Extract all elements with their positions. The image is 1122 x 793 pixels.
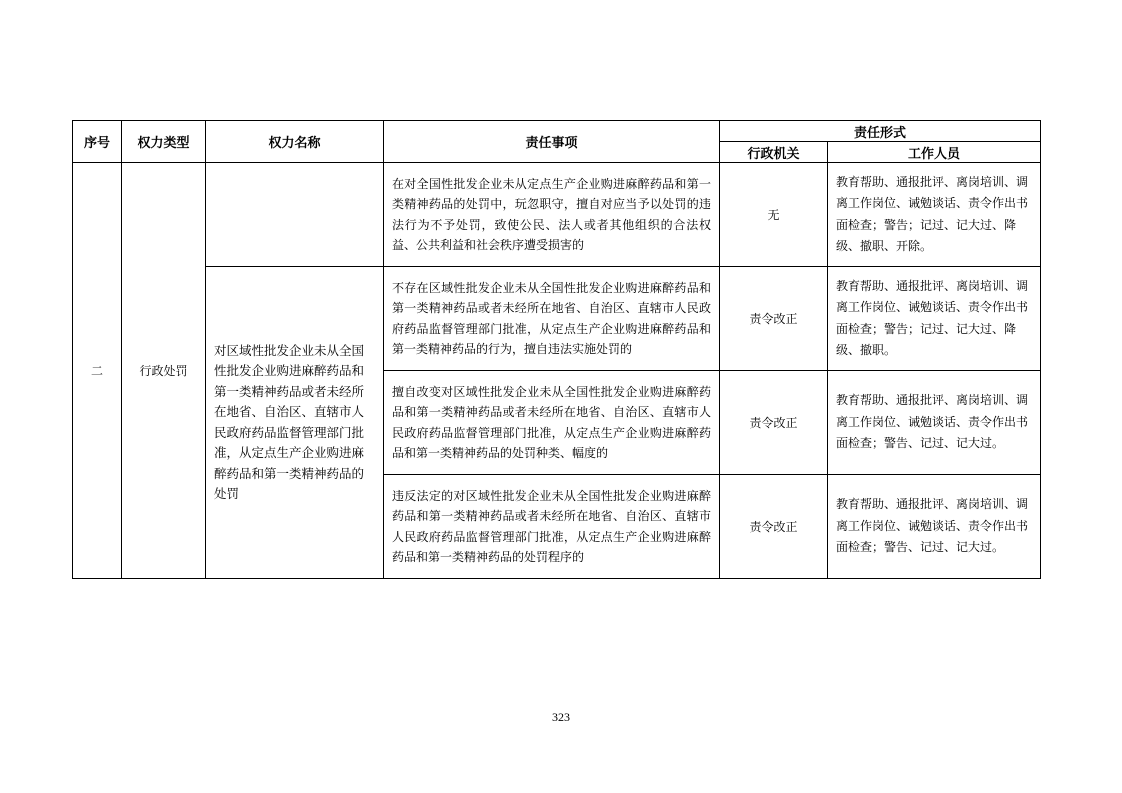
header-admin-org: 行政机关: [720, 142, 828, 163]
table-row: [73, 267, 1041, 371]
table-row: [73, 163, 1041, 267]
admin-cell: 无: [720, 163, 828, 267]
admin-cell: 责令改正: [720, 475, 828, 579]
staff-cell: 教育帮助、通报批评、离岗培训、调离工作岗位、诫勉谈话、责令作出书面检查；警告；记过、记大过、降级、撤职、开除。: [828, 163, 1041, 267]
header-power-name: 权力名称: [206, 121, 384, 163]
header-row-top: [73, 121, 1041, 142]
power-type-cell: 行政处罚: [122, 163, 206, 579]
header-power-type: 权力类型: [122, 121, 206, 163]
power-name-cell-empty: [206, 163, 384, 267]
staff-cell: 教育帮助、通报批评、离岗培训、调离工作岗位、诫勉谈话、责令作出书面检查；警告、记过、记大过。: [828, 475, 1041, 579]
seq-cell: 二: [73, 163, 122, 579]
admin-cell: 责令改正: [720, 371, 828, 475]
header-seq: 序号: [73, 121, 122, 163]
page-number: 323: [552, 710, 570, 724]
duty-cell: 违反法定的对区域性批发企业未从全国性批发企业购进麻醉药品和第一类精神药品或者未经所在地省、自治区、直辖市人民政府药品监督管理部门批准，从定点生产企业购进麻醉药品和第一类精神药品的处罚程序的: [384, 475, 720, 579]
header-duty-item: 责任事项: [384, 121, 720, 163]
header-staff: 工作人员: [828, 142, 1041, 163]
admin-cell: 责令改正: [720, 267, 828, 371]
staff-cell: 教育帮助、通报批评、离岗培训、调离工作岗位、诫勉谈话、责令作出书面检查；警告；记过、记大过、降级、撤职。: [828, 267, 1041, 371]
duty-cell: 不存在区域性批发企业未从全国性批发企业购进麻醉药品和第一类精神药品或者未经所在地省、自治区、直辖市人民政府药品监督管理部门批准，从定点生产企业购进麻醉药品和第一类精神药品的行为，擅自违法实施处罚的: [384, 267, 720, 371]
staff-cell: 教育帮助、通报批评、离岗培训、调离工作岗位、诫勉谈话、责令作出书面检查；警告、记过、记大过。: [828, 371, 1041, 475]
duty-cell: 擅自改变对区域性批发企业未从全国性批发企业购进麻醉药品和第一类精神药品或者未经所在地省、自治区、直辖市人民政府药品监督管理部门批准，从定点生产企业购进麻醉药品和第一类精神药品的处罚种类、幅度的: [384, 371, 720, 475]
duty-cell: 在对全国性批发企业未从定点生产企业购进麻醉药品和第一类精神药品的处罚中，玩忽职守，擅自对应当予以处罚的违法行为不予处罚，致使公民、法人或者其他组织的合法权益、公共利益和社会秩序遭受损害的: [384, 163, 720, 267]
power-name-cell: 对区域性批发企业未从全国性批发企业购进麻醉药品和第一类精神药品或者未经所在地省、自治区、直辖市人民政府药品监督管理部门批准，从定点生产企业购进麻醉药品和第一类精神药品的处罚: [206, 267, 384, 579]
responsibility-table: [72, 120, 1041, 579]
header-duty-form: 责任形式: [720, 121, 1041, 142]
